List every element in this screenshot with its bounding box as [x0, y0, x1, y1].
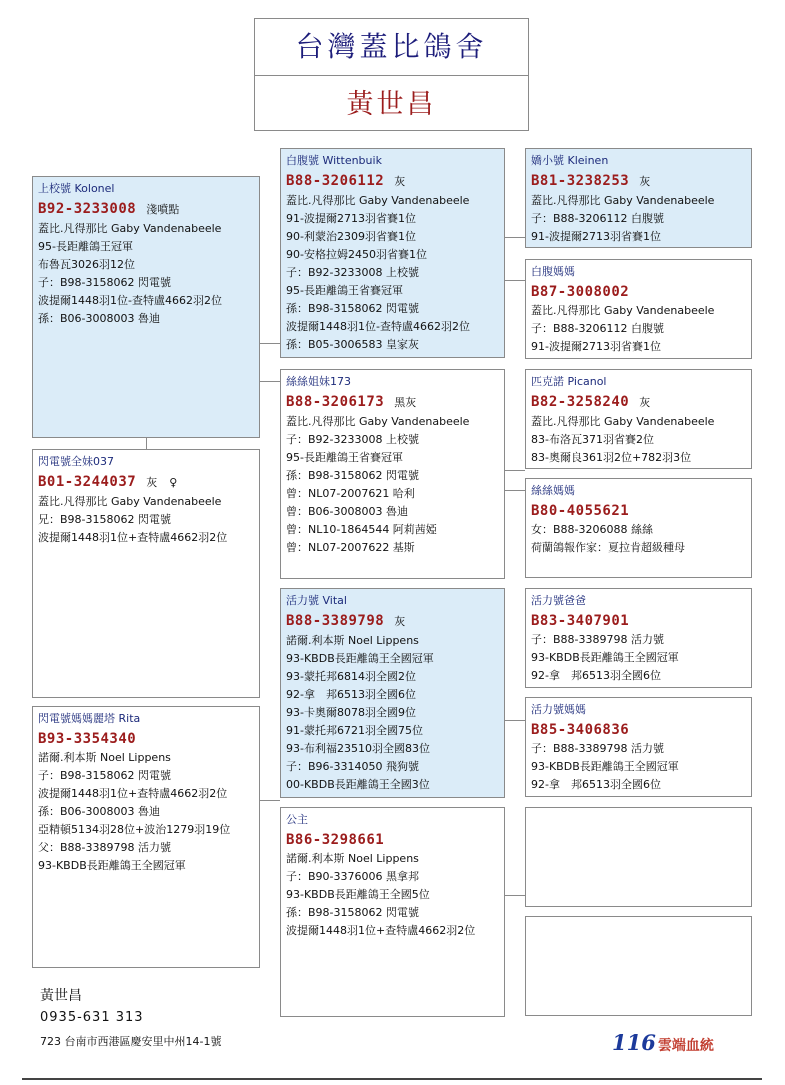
pigeon-card-dam-sire — [525, 369, 752, 469]
ring-number: B88-3389798 — [286, 613, 385, 629]
record-line: 93-KBDB長距離鴿王全國冠軍 — [38, 859, 186, 872]
record-line: 蓋比.凡得那比 Gaby Vandenabeele — [531, 194, 715, 207]
record-line: 波提爾1448羽1位+查特盧4662羽2位 — [286, 924, 476, 937]
loft-title: 台灣蓋比鴿舍 — [255, 19, 528, 76]
record-line: 90-利蒙治2309羽省賽1位 — [286, 230, 416, 243]
color-label: 灰 — [639, 175, 651, 188]
connector — [260, 800, 280, 801]
pigeon-name: 白腹媽媽 — [531, 265, 575, 278]
pigeon-name: 白腹號 Wittenbuik — [286, 154, 382, 167]
color-label: 淺噴點 — [146, 203, 180, 216]
pigeon-card-sire-dam — [525, 259, 752, 359]
record-line: 波提爾1448羽1位+查特盧4662羽2位 — [38, 787, 228, 800]
record-line: 諾爾.利本斯 Noel Lippens — [286, 852, 419, 865]
color-label: 灰 — [394, 615, 406, 628]
pigeon-card-mate-sire — [280, 588, 505, 798]
color-label: 灰 — [639, 396, 651, 409]
record-line: 83-布洛瓦371羽省賽2位 — [531, 433, 654, 446]
record-line: 父：B88-3389798 活力號 — [38, 841, 171, 854]
color-label: 黑灰 — [394, 396, 417, 409]
color-label: 灰 — [394, 175, 406, 188]
record-line: 子：B90-3376006 黑拿邦 — [286, 870, 419, 883]
record-line: 孫：B98-3158062 閃電號 — [286, 302, 419, 315]
pigeon-name: 嬌小號 Kleinen — [531, 154, 609, 167]
record-line: 95-長距離鴿王冠軍 — [38, 240, 133, 253]
connector — [505, 895, 525, 896]
pigeon-name: 閃電號媽媽麗塔 Rita — [38, 712, 141, 725]
record-line: 曾：NL10-1864544 阿莉茜婭 — [286, 523, 437, 536]
pigeon-card-empty — [525, 916, 752, 1016]
ring-number: B88-3206112 — [286, 173, 385, 189]
record-line: 諾爾.利本斯 Noel Lippens — [286, 634, 419, 647]
pigeon-card-empty — [525, 807, 752, 907]
record-line: 子：B98-3158062 閃電號 — [38, 276, 171, 289]
record-line: 子：B92-3233008 上校號 — [286, 266, 419, 279]
record-line: 00-KBDB長距離鴿王全國3位 — [286, 778, 430, 791]
connector — [260, 343, 280, 344]
record-line: 荷蘭鴿報作家：夏拉肯超級種母 — [531, 541, 685, 554]
record-line: 90-安格拉姆2450羽省賽1位 — [286, 248, 427, 261]
pigeon-name: 公主 — [286, 813, 308, 826]
owner-name: 黃世昌 — [346, 89, 437, 120]
record-line: 兄：B98-3158062 閃電號 — [38, 513, 171, 526]
record-line: 蓋比.凡得那比 Gaby Vandenabeele — [531, 415, 715, 428]
pigeon-card-mate — [32, 706, 260, 968]
pigeon-name: 絲絲姐妹173 — [286, 375, 351, 388]
record-line: 子：B88-3389798 活力號 — [531, 742, 664, 755]
record-line: 孫：B98-3158062 閃電號 — [286, 906, 419, 919]
pedigree-header — [254, 18, 529, 131]
record-line: 曾：NL07-2007621 哈利 — [286, 487, 415, 500]
footer-phone: 0935-631 313 — [40, 1010, 144, 1025]
pigeon-card-mate-dam — [280, 807, 505, 1017]
record-line: 蓋比.凡得那比 Gaby Vandenabeele — [286, 194, 470, 207]
record-line: 93-KBDB長距離鴿王全國冠軍 — [531, 651, 679, 664]
record-line: 92-拿 邦6513羽全國6位 — [531, 778, 661, 791]
ring-number: B88-3206173 — [286, 394, 385, 410]
record-line: 子：B88-3206112 白腹號 — [531, 322, 664, 335]
record-line: 曾：NL07-2007622 基斯 — [286, 541, 415, 554]
record-line: 93-KBDB長距離鴿王全國5位 — [286, 888, 430, 901]
color-label: 灰 — [146, 476, 158, 489]
record-line: 波提爾1448羽1位-查特盧4662羽2位 — [38, 294, 222, 307]
record-line: 波提爾1448羽1位-查特盧4662羽2位 — [286, 320, 470, 333]
record-line: 93-卡奧爾8078羽全國9位 — [286, 706, 416, 719]
ring-number: B83-3407901 — [531, 613, 630, 629]
record-line: 子：B88-3206112 白腹號 — [531, 212, 664, 225]
record-line: 93-蒙托邦6814羽全國2位 — [286, 670, 416, 683]
record-line: 亞精頓5134羽28位+波治1279羽19位 — [38, 823, 231, 836]
record-line: 蓋比.凡得那比 Gaby Vandenabeele — [38, 495, 222, 508]
record-line: 波提爾1448羽1位+查特盧4662羽2位 — [38, 531, 228, 544]
connector — [505, 490, 525, 491]
logo-text: 雲端血統 — [657, 1038, 714, 1054]
record-line: 91-波提爾2713羽省賽1位 — [531, 340, 661, 353]
record-line: 93-KBDB長距離鴿王全國冠軍 — [531, 760, 679, 773]
ring-number: B01-3244037 — [38, 474, 137, 490]
ring-number: B85-3406836 — [531, 722, 630, 738]
pigeon-card-sire — [280, 148, 505, 358]
record-line: 83-奧爾良361羽2位+782羽3位 — [531, 451, 692, 464]
record-line: 諾爾.利本斯 Noel Lippens — [38, 751, 171, 764]
pigeon-name: 絲絲媽媽 — [531, 484, 575, 497]
pigeon-name: 活力號 Vital — [286, 594, 347, 607]
record-line: 93-KBDB長距離鴿王全國冠軍 — [286, 652, 434, 665]
record-line: 蓋比.凡得那比 Gaby Vandenabeele — [38, 222, 222, 235]
connector — [505, 470, 525, 471]
record-line: 95-長距離鴿王省賽冠軍 — [286, 451, 403, 464]
record-line: 子：B96-3314050 飛狗號 — [286, 760, 419, 773]
record-line: 91-波提爾2713羽省賽1位 — [531, 230, 661, 243]
connector — [505, 280, 525, 281]
record-line: 孫：B06-3008003 魯迪 — [38, 805, 160, 818]
ring-number: B92-3233008 — [38, 201, 137, 217]
pigeon-name: 上校號 Kolonel — [38, 182, 115, 195]
connector — [260, 381, 280, 382]
logo-number: 116 — [612, 1030, 656, 1055]
record-line: 曾：B06-3008003 魯迪 — [286, 505, 408, 518]
ring-number: B81-3238253 — [531, 173, 630, 189]
connector — [505, 237, 525, 238]
sex-symbol: ♀ — [169, 476, 178, 489]
record-line: 95-長距離鴿王省賽冠軍 — [286, 284, 403, 297]
bottom-divider — [22, 1078, 762, 1080]
pigeon-card-dam — [280, 369, 505, 579]
ring-number: B93-3354340 — [38, 731, 137, 747]
brand-logo — [612, 1030, 714, 1056]
connector — [505, 720, 525, 721]
record-line: 布魯瓦3026羽12位 — [38, 258, 135, 271]
record-line: 91-蒙托邦6721羽全國75位 — [286, 724, 423, 737]
pigeon-card-subject — [32, 176, 260, 438]
pigeon-card-mate-sire-sire — [525, 588, 752, 688]
ring-number: B82-3258240 — [531, 394, 630, 410]
pigeon-card-mate-sire-dam — [525, 697, 752, 797]
record-line: 女：B88-3206088 絲絲 — [531, 523, 653, 536]
ring-number: B80-4055621 — [531, 503, 630, 519]
footer-address: 723 台南市西港區慶安里中州14-1號 — [40, 1035, 222, 1048]
record-line: 91-波提爾2713羽省賽1位 — [286, 212, 416, 225]
pigeon-name: 閃電號全妹037 — [38, 455, 114, 468]
record-line: 子：B98-3158062 閃電號 — [38, 769, 171, 782]
pigeon-name: 匹克諾 Picanol — [531, 375, 607, 388]
record-line: 孫：B05-3006583 皇家灰 — [286, 338, 419, 351]
pigeon-card-dam-dam — [525, 478, 752, 578]
record-line: 92-拿 邦6513羽全國6位 — [286, 688, 416, 701]
record-line: 93-布利福23510羽全國83位 — [286, 742, 430, 755]
record-line: 蓋比.凡得那比 Gaby Vandenabeele — [286, 415, 470, 428]
record-line: 孫：B98-3158062 閃電號 — [286, 469, 419, 482]
record-line: 子：B88-3389798 活力號 — [531, 633, 664, 646]
ring-number: B86-3298661 — [286, 832, 385, 848]
record-line: 孫：B06-3008003 魯迪 — [38, 312, 160, 325]
pigeon-card-sire-sire — [525, 148, 752, 248]
pigeon-name: 活力號爸爸 — [531, 594, 586, 607]
footer-owner-name: 黃世昌 — [40, 988, 82, 1004]
pigeon-card-sibling — [32, 449, 260, 698]
pigeon-name: 活力號媽媽 — [531, 703, 586, 716]
ring-number: B87-3008002 — [531, 284, 630, 300]
record-line: 92-拿 邦6513羽全國6位 — [531, 669, 661, 682]
record-line: 蓋比.凡得那比 Gaby Vandenabeele — [531, 304, 715, 317]
record-line: 子：B92-3233008 上校號 — [286, 433, 419, 446]
connector — [146, 437, 147, 449]
